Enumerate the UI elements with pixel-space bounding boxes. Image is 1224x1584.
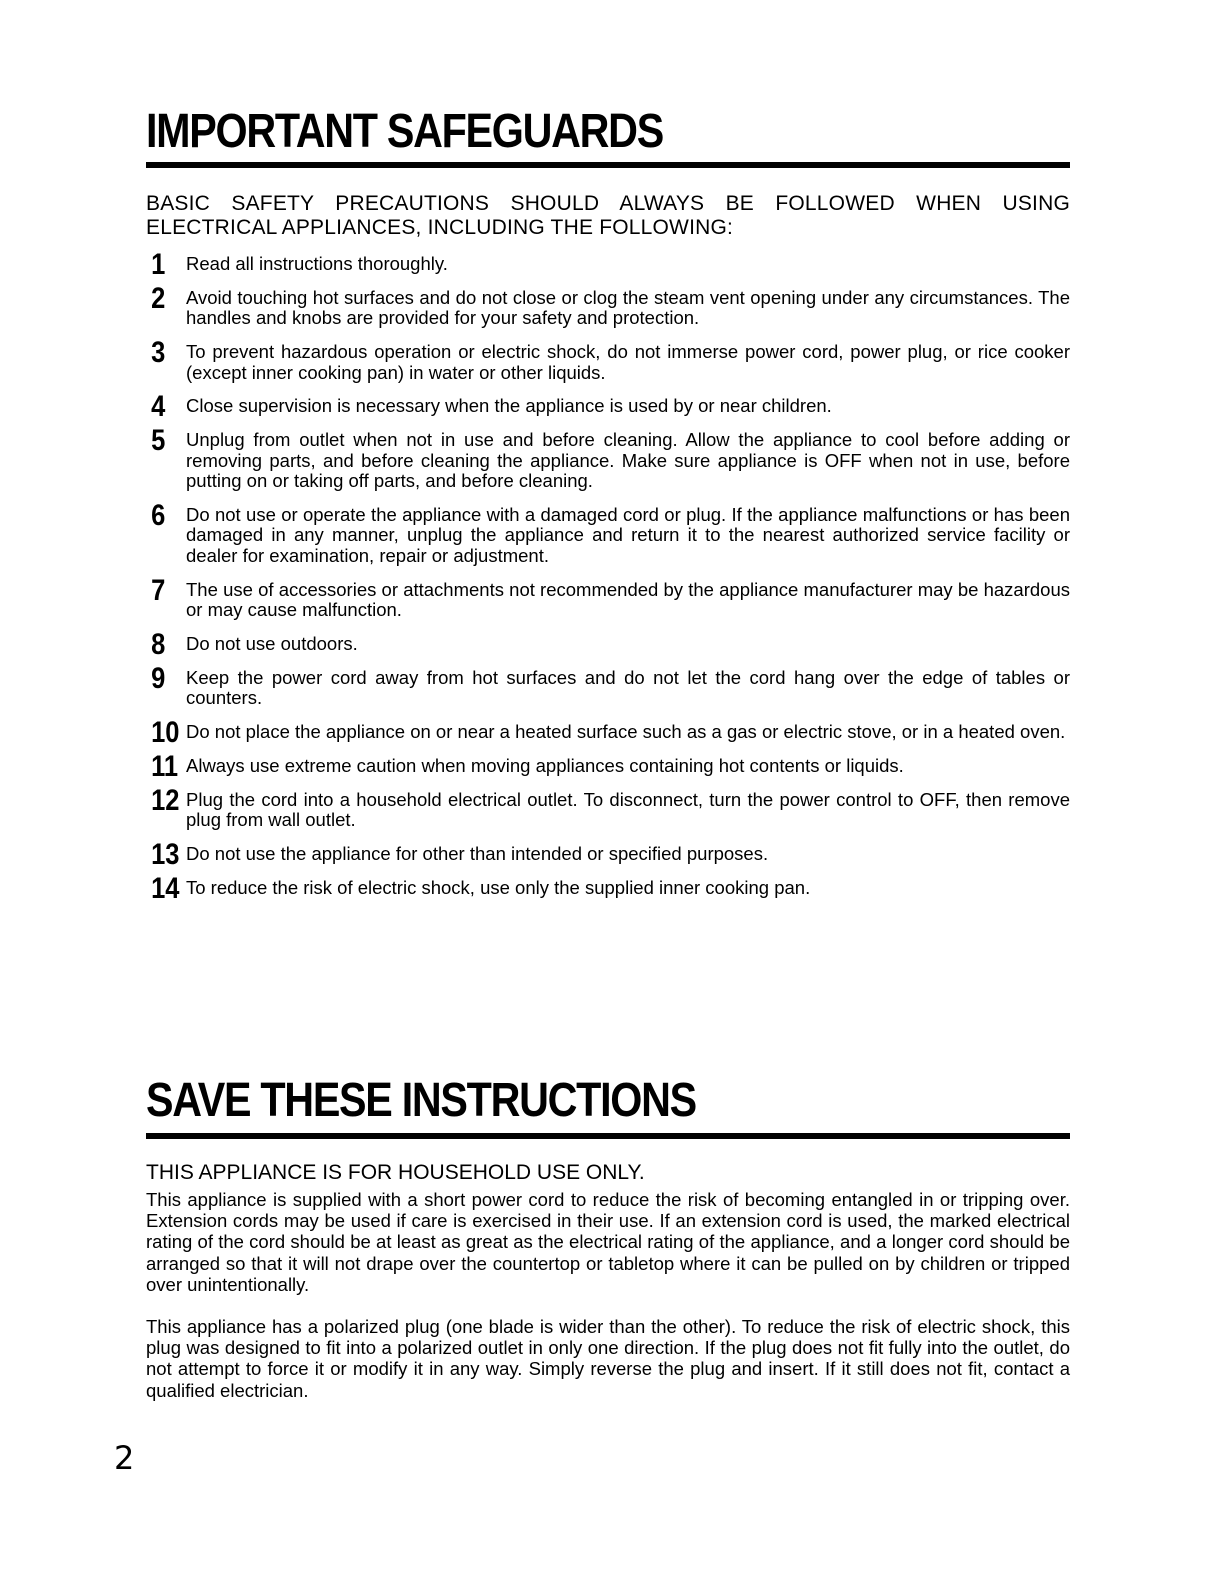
item-number: 7	[151, 573, 166, 607]
item-number: 4	[151, 390, 166, 424]
heading-rule	[146, 162, 1070, 168]
item-text: Always use extreme caution when moving appliances containing hot contents or liquids.	[186, 754, 904, 776]
item-text: Do not use outdoors.	[186, 633, 358, 655]
save-instructions-heading: SAVE THESE INSTRUCTIONS	[146, 1074, 696, 1127]
item-number: 6	[151, 498, 166, 532]
item-text: Unplug from outlet when not in use and before cleaning. Allow the appliance to cool before adding or removing parts, and before cleaning the appliance. Make sure appliance is OFF when not in use, before putting on or taking off parts, and before cleaning.	[186, 429, 1070, 492]
list-item	[146, 749, 1070, 783]
save-instructions-section	[146, 1075, 1070, 1401]
list-item	[146, 871, 1070, 905]
household-use-heading: THIS APPLIANCE IS FOR HOUSEHOLD USE ONLY.	[146, 1161, 645, 1184]
item-text: To prevent hazardous operation or electric shock, do not immerse power cord, power plug, or rice cooker (except inner cooking pan) in water or other liquids.	[186, 341, 1070, 383]
safety-intro: BASIC SAFETY PRECAUTIONS SHOULD ALWAYS BE FOLLOWED WHEN USING ELECTRICAL APPLIANCES, INCLUDING THE FOLLOWING:	[146, 192, 1070, 239]
item-text: Keep the power cord away from hot surfaces and do not let the cord hang over the edge of tables or counters.	[186, 666, 1070, 709]
item-text: Avoid touching hot surfaces and do not close or clog the steam vent opening under any circumstances. The handles and knobs are provided for your safety and protection.	[186, 286, 1070, 329]
item-number: 12	[151, 783, 180, 817]
item-text: Do not place the appliance on or near a heated surface such as a gas or electric stove, or in a heated oven.	[186, 721, 1066, 743]
item-number: 3	[151, 336, 166, 370]
item-number: 14	[151, 871, 180, 905]
list-item	[146, 628, 1070, 662]
extension-cord-paragraph: This appliance is supplied with a short power cord to reduce the risk of becoming entangled in or tripping over. Extension cords may be used if care is exercised in their use. If an extension cord is used, the marked electrical rating of the cord should be at least as great as the electrical rating of the appliance, and a longer cord should be arranged so that it will not drape over the countertop or tabletop where it can be pulled on by children or tripped over unintentionally.	[146, 1189, 1070, 1295]
list-item	[146, 390, 1070, 424]
safeguards-section	[146, 105, 1070, 905]
item-text: Do not use or operate the appliance with a damaged cord or plug. If the appliance malfunctions or has been damaged in any manner, unplug the appliance and return it to the nearest authorized service facility or dealer for examination, repair or adjustment.	[186, 503, 1070, 566]
list-item	[146, 248, 1070, 281]
list-item	[146, 783, 1070, 831]
list-item	[146, 281, 1070, 329]
list-item	[146, 424, 1070, 492]
item-text: To reduce the risk of electric shock, use only the supplied inner cooking pan.	[186, 876, 811, 898]
item-text: Do not use the appliance for other than intended or specified purposes.	[186, 843, 769, 865]
heading-rule	[146, 1133, 1070, 1139]
safeguards-list	[146, 248, 1070, 905]
list-item	[146, 498, 1070, 567]
list-item	[146, 838, 1070, 872]
item-number: 10	[151, 716, 180, 750]
document-page	[146, 100, 1070, 1401]
page-number: 2	[114, 1439, 135, 1477]
item-text: Close supervision is necessary when the appliance is used by or near children.	[186, 395, 832, 417]
item-text: Plug the cord into a household electrical outlet. To disconnect, turn the power control to OFF, then remove plug from wall outlet.	[186, 788, 1070, 831]
list-item	[146, 336, 1070, 383]
list-item	[146, 716, 1070, 750]
item-number: 13	[151, 838, 180, 872]
item-text: Read all instructions thoroughly.	[186, 253, 448, 274]
list-item	[146, 661, 1070, 709]
item-number: 9	[151, 661, 166, 695]
safeguards-heading: IMPORTANT SAFEGUARDS	[146, 105, 663, 158]
item-number: 11	[151, 749, 179, 783]
item-number: 5	[151, 424, 166, 458]
list-item	[146, 573, 1070, 621]
item-number: 2	[151, 281, 166, 315]
item-text: The use of accessories or attachments not recommended by the appliance manufacturer may be hazardous or may cause malfunction.	[186, 578, 1070, 621]
polarized-plug-paragraph: This appliance has a polarized plug (one blade is wider than the other). To reduce the risk of electric shock, this plug was designed to fit into a polarized outlet in only one direction. If the plug does not fit fully into the outlet, do not attempt to force it or modify it in any way. Simply reverse the plug and insert. If it still does not fit, contact a qualified electrician.	[146, 1316, 1070, 1401]
item-number: 1	[151, 248, 166, 281]
item-number: 8	[151, 628, 166, 662]
